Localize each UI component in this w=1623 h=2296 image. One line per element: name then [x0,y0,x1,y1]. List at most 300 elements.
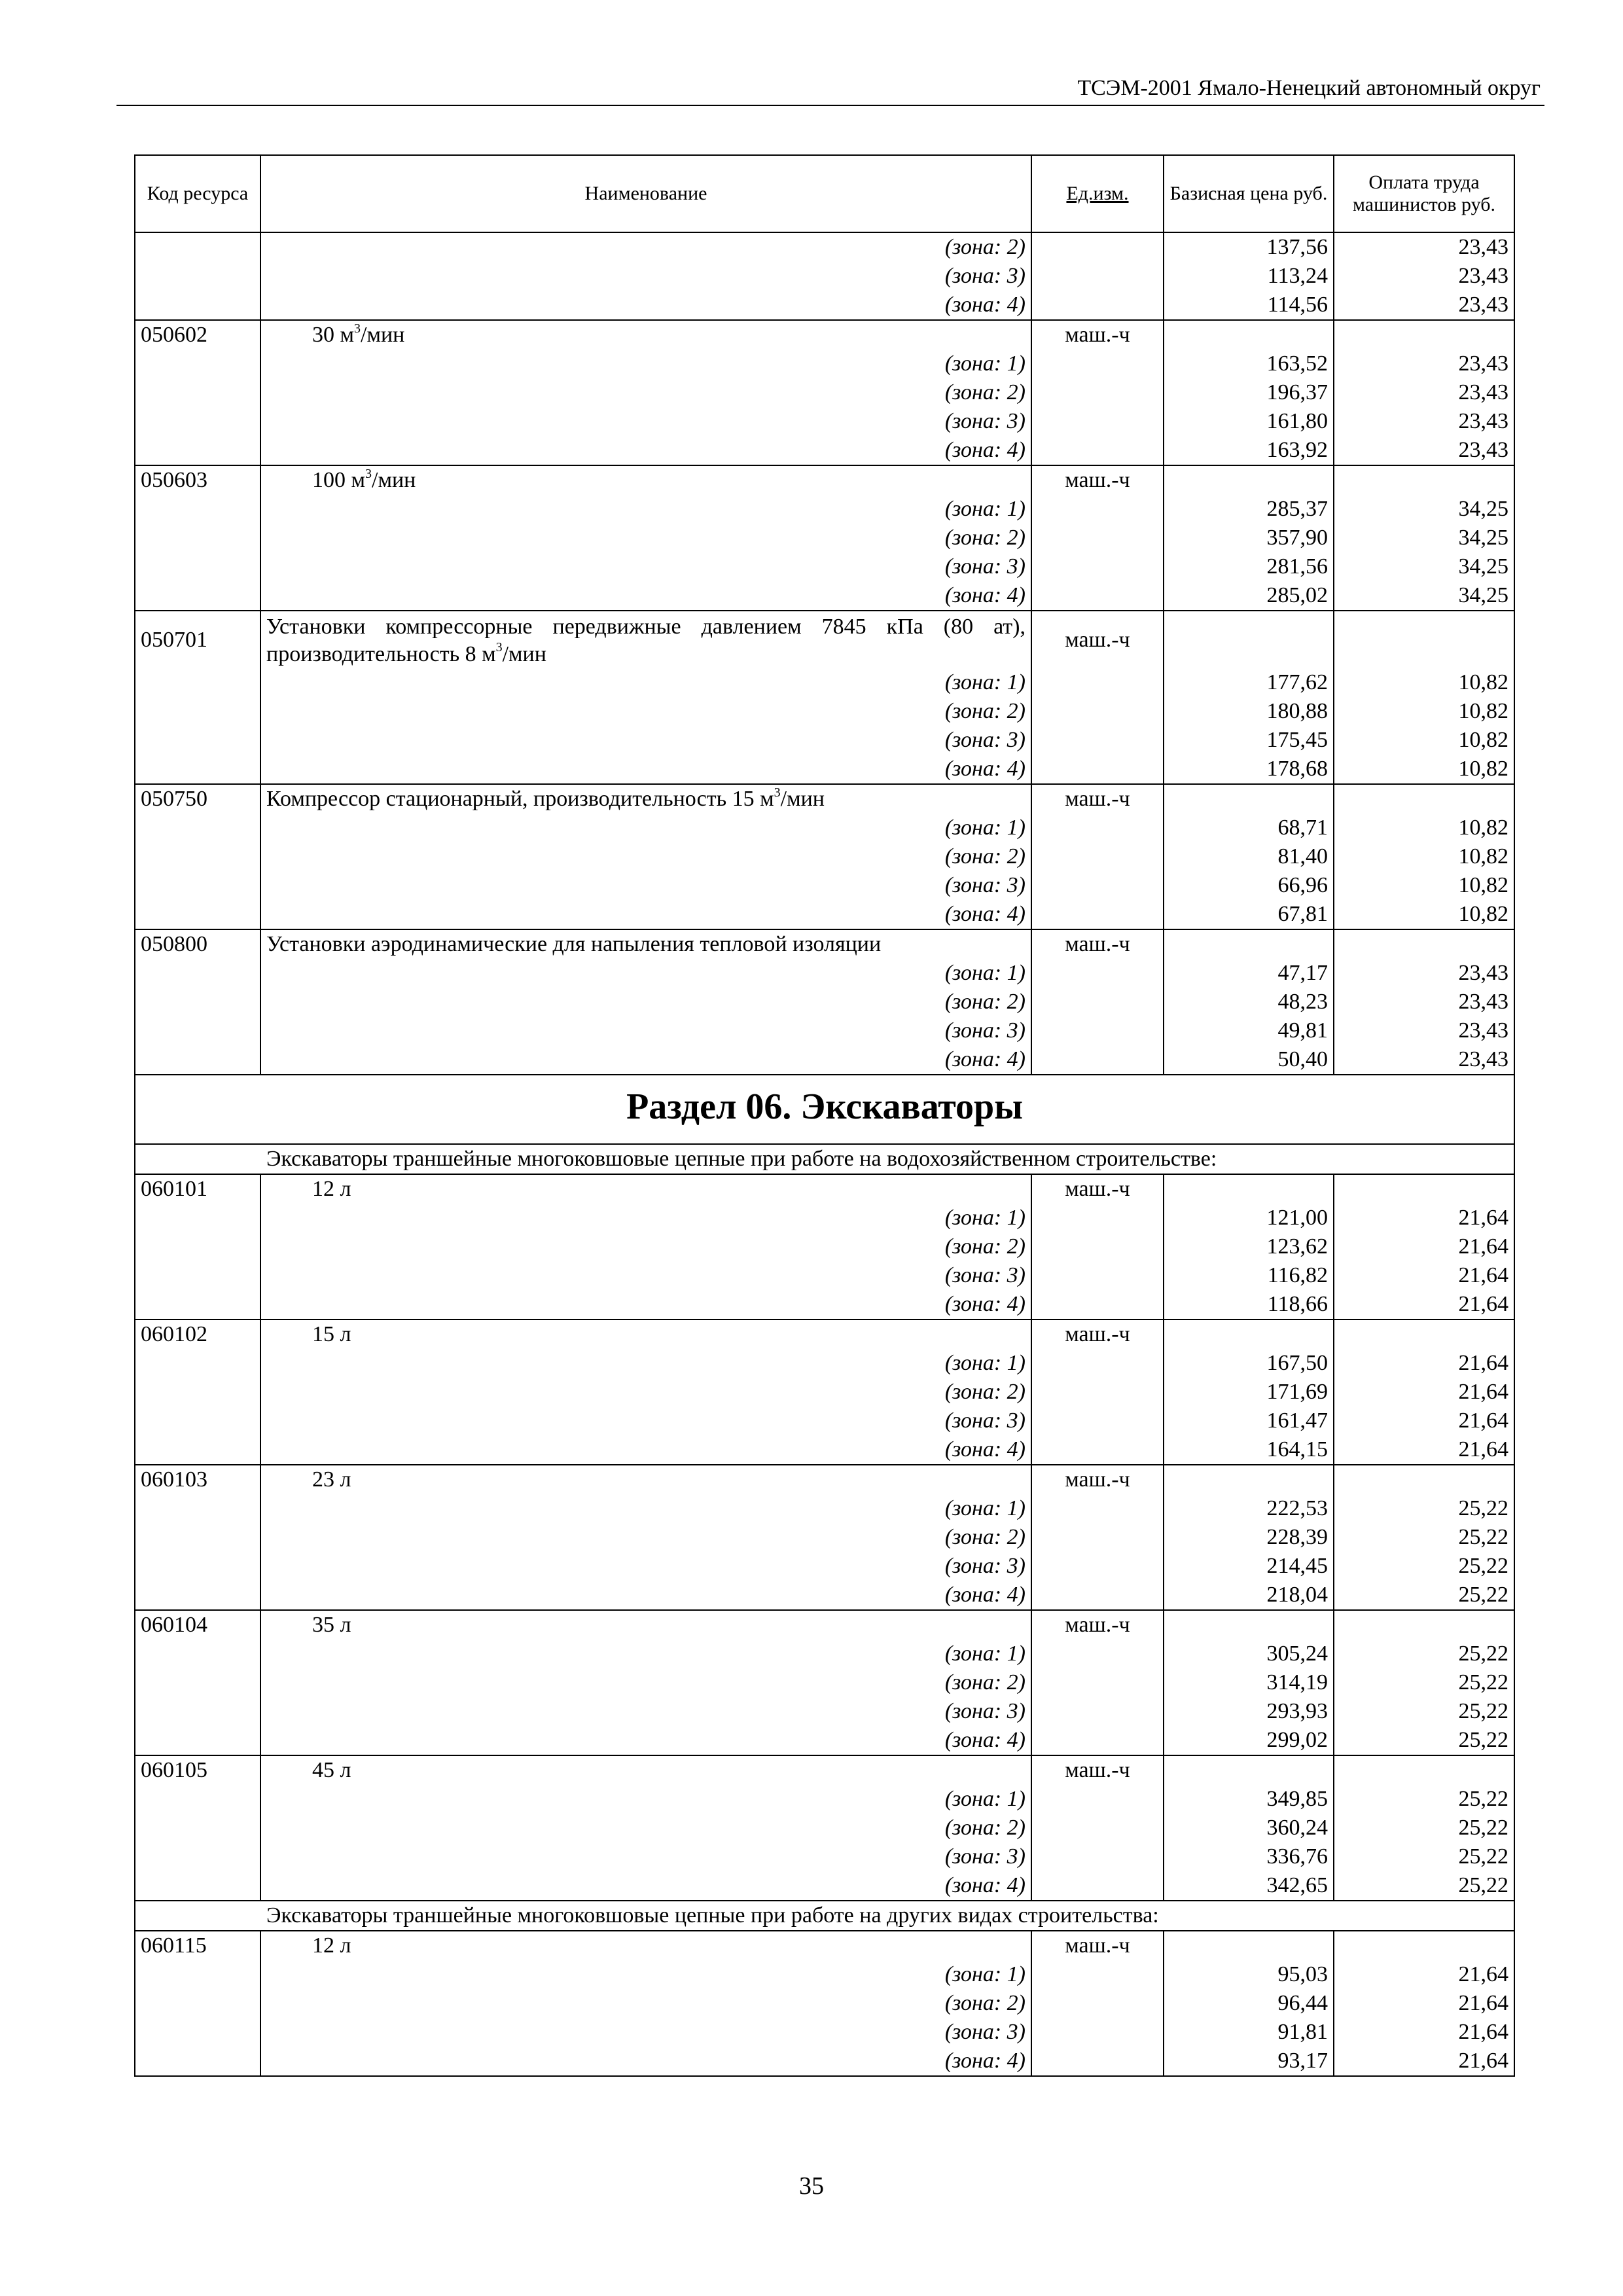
code-cell [135,1204,260,1232]
table-row [135,784,1514,814]
zone-label: (зона: 4) [260,1581,1031,1610]
table-row [135,1960,1514,1989]
table-row [135,1581,1514,1610]
price-value [1164,1931,1334,1960]
code-cell [135,1640,260,1668]
price-value [1164,1755,1334,1785]
resource-name: 15 л [260,1319,1031,1349]
price-value: 68,71 [1164,814,1334,842]
price-value: 114,56 [1164,291,1334,320]
code-cell [135,1407,260,1435]
wage-value: 21,64 [1334,2047,1514,2076]
unit-value: маш.-ч [1031,784,1164,814]
unit-value: маш.-ч [1031,465,1164,495]
price-value: 118,66 [1164,1290,1334,1319]
unit-value: маш.-ч [1031,1174,1164,1204]
zone-label: (зона: 4) [260,1726,1031,1755]
table-body [135,232,1514,2076]
wage-value: 10,82 [1334,697,1514,726]
unit-cell [1031,668,1164,697]
zone-label: (зона: 1) [260,350,1031,378]
code-cell [135,959,260,988]
table-row [135,900,1514,929]
code-cell [135,1697,260,1726]
table-row [135,378,1514,407]
table-row [135,1494,1514,1523]
price-value: 281,56 [1164,552,1334,581]
code-cell [135,552,260,581]
resource-code: 060105 [135,1755,260,1785]
table-row [135,842,1514,871]
table-row [135,581,1514,611]
table-row [135,1016,1514,1045]
wage-value: 23,43 [1334,988,1514,1016]
wage-value [1334,1931,1514,1960]
code-cell [135,1045,260,1075]
table-row [135,350,1514,378]
unit-value: маш.-ч [1031,1610,1164,1640]
zone-label: (зона: 1) [260,814,1031,842]
table-header-row [135,155,1514,232]
zone-label: (зона: 2) [260,1989,1031,2018]
table-row [135,2047,1514,2076]
price-value: 349,85 [1164,1785,1334,1814]
code-cell [135,495,260,524]
price-value: 137,56 [1164,232,1334,262]
table-row [135,1523,1514,1552]
code-cell [135,988,260,1016]
wage-value [1334,1465,1514,1494]
price-value: 342,65 [1164,1871,1334,1901]
zone-label: (зона: 4) [260,291,1031,320]
wage-value [1334,1755,1514,1785]
table-row [135,929,1514,959]
unit-cell [1031,1726,1164,1755]
unit-value: маш.-ч [1031,320,1164,350]
zone-label: (зона: 1) [260,495,1031,524]
zone-label: (зона: 4) [260,1871,1031,1901]
unit-cell [1031,1785,1164,1814]
resource-name: 23 л [260,1465,1031,1494]
price-value: 167,50 [1164,1349,1334,1378]
unit-cell [1031,1435,1164,1465]
wage-value: 25,22 [1334,1668,1514,1697]
zone-label: (зона: 1) [260,1640,1031,1668]
price-value: 305,24 [1164,1640,1334,1668]
code-cell [135,581,260,611]
zone-label: (зона: 4) [260,2047,1031,2076]
unit-cell [1031,755,1164,784]
table-row [135,232,1514,262]
wage-value [1334,784,1514,814]
wage-value: 23,43 [1334,262,1514,291]
price-value [1164,611,1334,668]
table-row [135,465,1514,495]
code-cell [135,1290,260,1319]
price-value: 293,93 [1164,1697,1334,1726]
code-cell [135,1261,260,1290]
unit-cell [1031,232,1164,262]
running-header: ТСЭМ-2001 Ямало-Ненецкий автономный округ [116,73,1544,106]
wage-value: 21,64 [1334,1407,1514,1435]
zone-label: (зона: 4) [260,1290,1031,1319]
unit-cell [1031,495,1164,524]
unit-cell [1031,1407,1164,1435]
unit-cell [1031,814,1164,842]
resource-code: 060102 [135,1319,260,1349]
table-row [135,959,1514,988]
zone-label: (зона: 2) [260,1814,1031,1842]
code-cell [135,378,260,407]
code-cell [135,407,260,436]
price-value: 93,17 [1164,2047,1334,2076]
wage-value: 25,22 [1334,1726,1514,1755]
zone-label: (зона: 3) [260,1261,1031,1290]
wage-value: 21,64 [1334,1204,1514,1232]
price-value: 218,04 [1164,1581,1334,1610]
table-row [135,1785,1514,1814]
zone-label: (зона: 1) [260,1349,1031,1378]
code-cell [135,350,260,378]
unit-cell [1031,1016,1164,1045]
table-row [135,552,1514,581]
unit-cell [1031,1697,1164,1726]
resource-code: 050603 [135,465,260,495]
code-cell [135,1871,260,1901]
zone-label: (зона: 4) [260,1435,1031,1465]
unit-cell [1031,524,1164,552]
table-row [135,1697,1514,1726]
table-row [135,668,1514,697]
price-value [1164,465,1334,495]
resource-code: 050750 [135,784,260,814]
table-row [135,1989,1514,2018]
code-cell [135,232,260,262]
zone-label: (зона: 2) [260,842,1031,871]
unit-value: маш.-ч [1031,1465,1164,1494]
wage-value: 10,82 [1334,814,1514,842]
wage-value [1334,465,1514,495]
wage-value: 25,22 [1334,1842,1514,1871]
wage-value [1334,611,1514,668]
code-cell [135,1523,260,1552]
zone-label: (зона: 2) [260,524,1031,552]
table-row [135,1174,1514,1204]
header-price: Базисная цена руб. [1164,155,1334,232]
code-cell [135,436,260,465]
resource-code: 050800 [135,929,260,959]
code-cell [135,1016,260,1045]
wage-value: 10,82 [1334,755,1514,784]
wage-value: 21,64 [1334,1378,1514,1407]
wage-value: 25,22 [1334,1697,1514,1726]
resource-name: 30 $м^3$/мин [260,320,1031,350]
table-row [135,524,1514,552]
code-cell [135,1435,260,1465]
unit-cell [1031,581,1164,611]
table-row [135,320,1514,350]
wage-value: 34,25 [1334,524,1514,552]
wage-value: 23,43 [1334,291,1514,320]
code-cell [135,262,260,291]
zone-label: (зона: 1) [260,1960,1031,1989]
table-row [135,988,1514,1016]
price-value: 336,76 [1164,1842,1334,1871]
wage-value: 21,64 [1334,1435,1514,1465]
resource-code: 050602 [135,320,260,350]
wage-value: 10,82 [1334,726,1514,755]
zone-label: (зона: 1) [260,1204,1031,1232]
table-row [135,1552,1514,1581]
page-number: 35 [799,2172,824,2200]
code-cell [135,1581,260,1610]
code-cell [135,697,260,726]
table-row [135,1378,1514,1407]
unit-cell [1031,2018,1164,2047]
header-name: Наименование [260,155,1031,232]
code-cell [135,1989,260,2018]
table-row [135,726,1514,755]
unit-cell [1031,842,1164,871]
wage-value: 25,22 [1334,1581,1514,1610]
price-value: 48,23 [1164,988,1334,1016]
unit-cell [1031,726,1164,755]
price-value: 357,90 [1164,524,1334,552]
zone-label: (зона: 3) [260,262,1031,291]
price-value [1164,929,1334,959]
unit-value: маш.-ч [1031,611,1164,668]
resource-name: 35 л [260,1610,1031,1640]
code-cell [135,1785,260,1814]
code-cell [135,668,260,697]
price-value: 91,81 [1164,2018,1334,2047]
price-value: 49,81 [1164,1016,1334,1045]
price-value: 116,82 [1164,1261,1334,1290]
zone-label: (зона: 3) [260,552,1031,581]
wage-value: 23,43 [1334,232,1514,262]
code-cell [135,1842,260,1871]
table-row [135,1814,1514,1842]
code-cell [135,1552,260,1581]
price-value: 50,40 [1164,1045,1334,1075]
price-value: 161,47 [1164,1407,1334,1435]
unit-cell [1031,1378,1164,1407]
wage-value: 25,22 [1334,1523,1514,1552]
wage-value: 10,82 [1334,871,1514,900]
zone-label: (зона: 4) [260,581,1031,611]
zone-label: (зона: 2) [260,232,1031,262]
price-value: 299,02 [1164,1726,1334,1755]
price-value: 121,00 [1164,1204,1334,1232]
unit-cell [1031,1842,1164,1871]
resource-code: 060101 [135,1174,260,1204]
resource-name: 45 л [260,1755,1031,1785]
zone-label: (зона: 3) [260,726,1031,755]
price-value: 113,24 [1164,262,1334,291]
table-row [135,1871,1514,1901]
unit-cell [1031,407,1164,436]
zone-label: (зона: 2) [260,1523,1031,1552]
table-row [135,697,1514,726]
table-row [135,1407,1514,1435]
code-cell [135,1668,260,1697]
table-row [135,871,1514,900]
price-value: 66,96 [1164,871,1334,900]
table-row [135,1610,1514,1640]
header-unit: Ед.изм. [1031,155,1164,232]
price-value: 81,40 [1164,842,1334,871]
unit-value: маш.-ч [1031,1755,1164,1785]
table-row [135,1319,1514,1349]
wage-value: 23,43 [1334,1016,1514,1045]
zone-label: (зона: 2) [260,1668,1031,1697]
zone-label: (зона: 3) [260,1552,1031,1581]
price-value: 163,52 [1164,350,1334,378]
price-value: 123,62 [1164,1232,1334,1261]
wage-value [1334,320,1514,350]
zone-label: (зона: 2) [260,988,1031,1016]
price-value: 214,45 [1164,1552,1334,1581]
table-row [135,1349,1514,1378]
unit-cell [1031,988,1164,1016]
resource-name: 12 л [260,1174,1031,1204]
unit-value: маш.-ч [1031,1931,1164,1960]
wage-value: 21,64 [1334,2018,1514,2047]
header-wage: Оплата труда машинистов руб. [1334,155,1514,232]
wage-value: 34,25 [1334,552,1514,581]
wage-value: 25,22 [1334,1814,1514,1842]
unit-cell [1031,871,1164,900]
wage-value: 23,43 [1334,378,1514,407]
wage-value: 23,43 [1334,959,1514,988]
unit-cell [1031,1989,1164,2018]
unit-cell [1031,350,1164,378]
price-table [134,154,1515,2077]
unit-cell [1031,2047,1164,2076]
price-value: 67,81 [1164,900,1334,929]
zone-label: (зона: 3) [260,1407,1031,1435]
price-value: 161,80 [1164,407,1334,436]
zone-label: (зона: 1) [260,668,1031,697]
unit-cell [1031,1232,1164,1261]
unit-cell [1031,552,1164,581]
zone-label: (зона: 3) [260,2018,1031,2047]
table-row [135,291,1514,320]
wage-value: 21,64 [1334,1290,1514,1319]
group-row [135,1901,1514,1931]
resource-name: Компрессор стационарный, производительность 15 $м^3$/мин [260,784,1031,814]
resource-name: Установки аэродинамические для напыления тепловой изоляции [260,929,1031,959]
unit-cell [1031,1349,1164,1378]
code-cell [135,755,260,784]
code-cell [135,2018,260,2047]
price-value [1164,1610,1334,1640]
table-row [135,814,1514,842]
price-value [1164,784,1334,814]
code-cell [135,1378,260,1407]
code-cell [135,291,260,320]
unit-cell [1031,1523,1164,1552]
resource-code: 060103 [135,1465,260,1494]
code-cell [135,871,260,900]
code-cell [135,842,260,871]
wage-value: 21,64 [1334,1349,1514,1378]
zone-label: (зона: 2) [260,697,1031,726]
section-heading [135,1075,1514,1144]
table-row [135,611,1514,668]
wage-value: 23,43 [1334,1045,1514,1075]
resource-code: 060115 [135,1931,260,1960]
unit-cell [1031,1261,1164,1290]
resource-name: Установки компрессорные передвижные давлением 7845 кПа (80 ат), производительность 8 $м^3$/мин [260,611,1031,668]
code-cell [135,1814,260,1842]
wage-value [1334,929,1514,959]
wage-value: 10,82 [1334,668,1514,697]
table-row [135,436,1514,465]
wage-value [1334,1610,1514,1640]
code-cell [135,1960,260,1989]
unit-cell [1031,1668,1164,1697]
price-value: 222,53 [1164,1494,1334,1523]
unit-cell [1031,697,1164,726]
wage-value: 34,25 [1334,495,1514,524]
price-value: 360,24 [1164,1814,1334,1842]
wage-value: 21,64 [1334,1960,1514,1989]
code-cell [135,1494,260,1523]
header-code: Код ресурса [135,155,260,232]
wage-value: 10,82 [1334,842,1514,871]
wage-value: 10,82 [1334,900,1514,929]
wage-value: 23,43 [1334,436,1514,465]
unit-cell [1031,378,1164,407]
zone-label: (зона: 1) [260,959,1031,988]
code-cell [135,1349,260,1378]
section-title: Раздел 06. Экскаваторы [626,1086,1023,1127]
wage-value: 34,25 [1334,581,1514,611]
zone-label: (зона: 3) [260,871,1031,900]
unit-cell [1031,1640,1164,1668]
table-row [135,1640,1514,1668]
price-value [1164,1319,1334,1349]
table-row [135,1045,1514,1075]
zone-label: (зона: 2) [260,1378,1031,1407]
zone-label: (зона: 2) [260,378,1031,407]
unit-cell [1031,959,1164,988]
resource-name: 12 л [260,1931,1031,1960]
price-value: 163,92 [1164,436,1334,465]
price-value [1164,1465,1334,1494]
price-value: 164,15 [1164,1435,1334,1465]
unit-cell [1031,1204,1164,1232]
table-row [135,495,1514,524]
unit-cell [1031,1494,1164,1523]
price-value: 95,03 [1164,1960,1334,1989]
code-cell [135,900,260,929]
table-row [135,1204,1514,1232]
table-row [135,755,1514,784]
resource-code: 060104 [135,1610,260,1640]
code-cell [135,2047,260,2076]
wage-value: 25,22 [1334,1552,1514,1581]
price-value: 285,37 [1164,495,1334,524]
price-value: 196,37 [1164,378,1334,407]
table-row [135,262,1514,291]
price-value: 175,45 [1164,726,1334,755]
table-row [135,1755,1514,1785]
unit-cell [1031,1045,1164,1075]
group-title: Экскаваторы траншейные многоковшовые цепные при работе на других видах строительства: [135,1901,1514,1931]
price-value [1164,1174,1334,1204]
